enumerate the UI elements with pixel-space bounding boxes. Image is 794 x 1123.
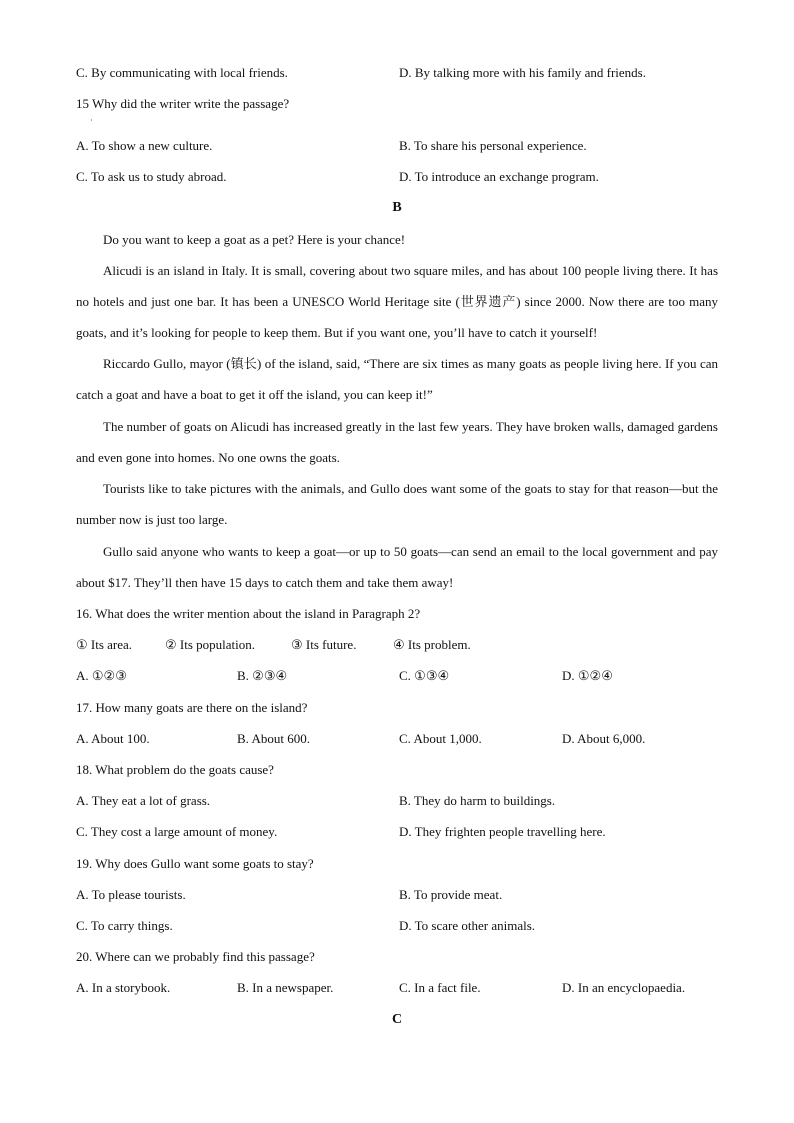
q14-option-d: D. By talking more with his family and friends.	[399, 65, 646, 80]
q16-option-d: D. ①②④	[562, 668, 613, 683]
q19-options-row2	[76, 918, 718, 934]
q19-option-c: C. To carry things.	[76, 918, 173, 933]
q17-option-c: C. About 1,000.	[399, 731, 482, 746]
q19-option-d: D. To scare other animals.	[399, 918, 536, 933]
q16-question: 16. What does the writer mention about the island in Paragraph 2?	[76, 606, 421, 621]
q15-option-b: B. To share his personal experience.	[399, 138, 587, 153]
passage-paragraph-2: Alicudi is an island in Italy. It is small, covering about two square miles, and has about 100 people living there. It has no hotels and just one bar. It has been a UNESCO World Heritage site (世界遗产) since 2000. Now there are too many goats, and it’s looking for people to keep them. But if you want one, you’ll have to catch it yourself!	[76, 263, 718, 340]
q20-option-a: A. In a storybook.	[76, 980, 171, 995]
q15-options-row2	[76, 169, 718, 185]
q19-question: 19. Why does Gullo want some goats to stay?	[76, 856, 314, 871]
passage-paragraph-5: Tourists like to take pictures with the animals, and Gullo does want some of the goats to stay for that reason—but the number now is just too large.	[76, 481, 718, 527]
q19-option-a: A. To please tourists.	[76, 887, 186, 902]
q16-items	[76, 637, 718, 653]
q18-question: 18. What problem do the goats cause?	[76, 762, 274, 777]
q18-options-row1	[76, 793, 718, 809]
q14-option-c: C. By communicating with local friends.	[76, 65, 288, 80]
passage-paragraph-3: Riccardo Gullo, mayor (镇长) of the island, said, “There are six times as many goats as people living here. If you can catch a goat and have a boat to get it off the island, you can keep it!”	[76, 356, 718, 402]
q20-option-b: B. In a newspaper.	[237, 980, 334, 995]
q17-option-d: D. About 6,000.	[562, 731, 646, 746]
q16-item-3: ③ Its future.	[291, 637, 357, 652]
stray-dot-mark: ·	[90, 116, 93, 125]
q16-option-c: C. ①③④	[399, 668, 450, 683]
q18-options-row2	[76, 824, 718, 840]
q20-option-d: D. In an encyclopaedia.	[562, 980, 686, 995]
q15-option-a: A. To show a new culture.	[76, 138, 213, 153]
q18-option-d: D. They frighten people travelling here.	[399, 824, 606, 839]
q17-options	[76, 731, 718, 747]
q20-option-c: C. In a fact file.	[399, 980, 481, 995]
q19-option-b: B. To provide meat.	[399, 887, 503, 902]
q18-option-a: A. They eat a lot of grass.	[76, 793, 211, 808]
passage-paragraph-6: Gullo said anyone who wants to keep a goat—or up to 50 goats—can send an email to the local government and pay about $17. They’ll then have 15 days to catch them and take them away!	[76, 544, 718, 590]
q15-options-row1	[76, 138, 718, 154]
q17-option-b: B. About 600.	[237, 731, 310, 746]
q15-question: 15 Why did the writer write the passage?	[76, 96, 290, 111]
q16-item-1: ① Its area.	[76, 637, 133, 652]
q20-question: 20. Where can we probably find this passage?	[76, 949, 315, 964]
passage-paragraph-4: The number of goats on Alicudi has increased greatly in the last few years. They have broken walls, damaged gardens and even gone into homes. No one owns the goats.	[76, 419, 718, 465]
q16-options	[76, 668, 718, 684]
q18-option-b: B. They do harm to buildings.	[399, 793, 556, 808]
q16-option-b: B. ②③④	[237, 668, 288, 683]
q16-option-a: A. ①②③	[76, 668, 127, 683]
q16-item-4: ④ Its problem.	[393, 637, 471, 652]
q17-question: 17. How many goats are there on the island?	[76, 700, 308, 715]
q17-option-a: A. About 100.	[76, 731, 150, 746]
passage-paragraph-1: Do you want to keep a goat as a pet? Here is your chance!	[103, 232, 406, 247]
q19-options-row1	[76, 887, 718, 903]
q15-option-c: C. To ask us to study abroad.	[76, 169, 227, 184]
q18-option-c: C. They cost a large amount of money.	[76, 824, 278, 839]
section-b-heading: B	[392, 200, 402, 215]
q16-item-2: ② Its population.	[165, 637, 256, 652]
q20-options	[76, 980, 718, 996]
section-c-heading: C	[391, 1012, 403, 1027]
q15-option-d: D. To introduce an exchange program.	[399, 169, 599, 184]
q14-options	[76, 65, 718, 81]
